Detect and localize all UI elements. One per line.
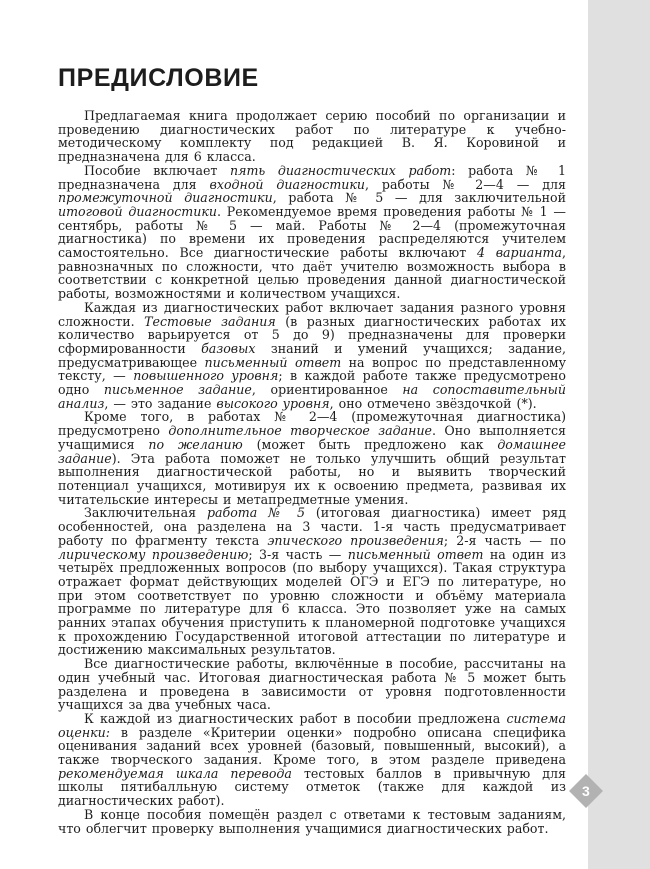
text-run: Предлагаемая книга продолжает серию пособий по организации и проведению диагностических работ по литературе к учебно-методическому комплекту под редакцией В. Я. Коровиной и предназначена для 6 класса. <box>58 108 566 165</box>
text-run: система оценки: <box>58 710 566 740</box>
text-run: . Рекомендуемое время проведения работы № 1 — сентябрь, работы № 5 — май. Работы № 2—4 (промежуточная диагностика) по времени их проведения распределяются учителем самостоятельно. Все диагностические работы включают <box>58 203 566 261</box>
text-run: входной диагностики <box>209 176 366 192</box>
text-run: высокого уровня <box>216 395 330 411</box>
text-run: , — это задание <box>104 395 217 411</box>
text-run: (может быть предложено как <box>242 436 498 452</box>
text-run: Пособие включает <box>84 162 230 178</box>
text-run: , равнозначных по сложности, что даёт учителю возможность выбора в соответствии с конкретной целью проведения данной диагностической работы, возможностями и количеством учащихся. <box>58 245 566 302</box>
page-title: ПРЕДИСЛОВИЕ <box>58 64 259 92</box>
page-edge-band <box>588 0 650 869</box>
text-run: ). Эта работа поможет не только улучшить общий результат выполнения диагностической работы, но и выявить творческий потенциал учащихся, мотивируя их к освоению предмета, развивая их читательские интересы и метапредметные умения. <box>58 450 566 507</box>
text-run: в разделе «Критерии оценки» подробно описана специфика оценивания заданий всех уровней (базовый, повышенный, высокий), а также творческого задания. Кроме того, в этом разделе приведена <box>58 724 566 768</box>
paragraph <box>58 301 566 411</box>
paragraph <box>58 712 566 808</box>
text-run: письменное задание <box>103 382 252 398</box>
text-run: промежуточной диагностики <box>58 190 273 206</box>
text-run: ; 3-я часть — <box>248 546 348 562</box>
text-run: , оно отмечено звёздочкой (*). <box>329 395 537 411</box>
text-run: Заключительная <box>84 505 207 521</box>
text-run: рекомендуемая шкала перевода <box>58 765 292 781</box>
page-number: 3 <box>582 782 590 799</box>
paragraph <box>58 506 566 657</box>
text-run: письменный ответ <box>204 354 342 370</box>
text-run: , работы № 2—4 — для <box>365 176 566 192</box>
text-run: на сопоставительный анализ <box>58 382 566 411</box>
text-run: Каждая из диагностических работ включает задания разного уровня сложности. <box>58 299 566 329</box>
text-run: . Оно выполняется учащимися <box>58 423 566 452</box>
text-run: тестовых баллов в привычную для школы пятибалльную систему отметок (также для каждой из диагностических работ). <box>58 765 566 809</box>
text-run: пять диагностических работ <box>230 162 452 178</box>
text-run: (итоговая диагностика) имеет ряд особенностей, она разделена на 3 части. 1-я часть предусматривает работу по фрагменту текста <box>58 505 567 548</box>
text-run: эпического произведения <box>267 532 444 548</box>
text-run: на один из четырёх предложенных вопросов (по выбору учащихся). Такая структура отражает формат действующих моделей ОГЭ и ЕГЭ по литературе, но при этом соответствует по уровню сложности и объёму материала программе по литературе для 6 класса. Это позволяет уже на самых ранних этапах обучения приступить к планомерной подготовке учащихся к прохождению Государственной итоговой аттестации по литературе и достижению максимальных результатов. <box>58 546 566 658</box>
paragraph <box>58 808 566 835</box>
text-run: , ориентированное <box>251 382 403 398</box>
text-run: К каждой из диагностических работ в пособии предложена <box>84 710 507 726</box>
text-run: Кроме того, в работах № 2—4 (промежуточная диагностика) предусмотрено <box>58 409 566 439</box>
text-run: лирическому произведению <box>58 546 249 562</box>
paragraph <box>58 657 566 712</box>
text-run: , работа № 5 — для заключительной <box>272 190 566 206</box>
text-run: письменный ответ <box>347 546 484 562</box>
text-run: 4 варианта <box>476 245 562 261</box>
text-run: итоговой диагностики <box>58 203 217 219</box>
body-paragraphs <box>58 109 566 835</box>
paragraph <box>58 164 566 301</box>
text-run: на вопрос по представленному тексту, — <box>58 354 566 384</box>
text-run: : работа № 1 предназначена для <box>58 162 566 192</box>
paragraph <box>58 410 566 506</box>
text-run: (в разных диагностических работах их количество варьируется от 5 до 9) предназначены для проверки сформированности <box>58 313 566 356</box>
text-run: В конце пособия помещён раздел с ответами к тестовым заданиям, что облегчит проверку выполнения учащимися диагностических работ. <box>58 806 566 836</box>
text-run: Тестовые задания <box>144 313 276 329</box>
text-run: Все диагностические работы, включённые в пособие, рассчитаны на один учебный час. Итоговая диагностическая работа № 5 может быть разделена и проведена в зависимости от уровня подготовленности учащихся за два учебных часа. <box>58 656 566 713</box>
text-run: базовых <box>201 340 256 356</box>
text-run: домашнее задание <box>58 436 566 466</box>
text-run: дополнительное творческое задание <box>168 423 433 439</box>
text-run: ; 2-я часть — по <box>443 532 566 548</box>
text-run: повышенного уровня <box>133 368 279 384</box>
paragraph <box>58 109 566 164</box>
text-run: ; в каждой работе также предусмотрено одно <box>58 368 567 398</box>
text-run: работа № 5 <box>206 505 305 521</box>
text-run: знаний и умений учащихся; задание, предусматривающее <box>58 340 566 370</box>
text-run: по желанию <box>148 436 243 452</box>
